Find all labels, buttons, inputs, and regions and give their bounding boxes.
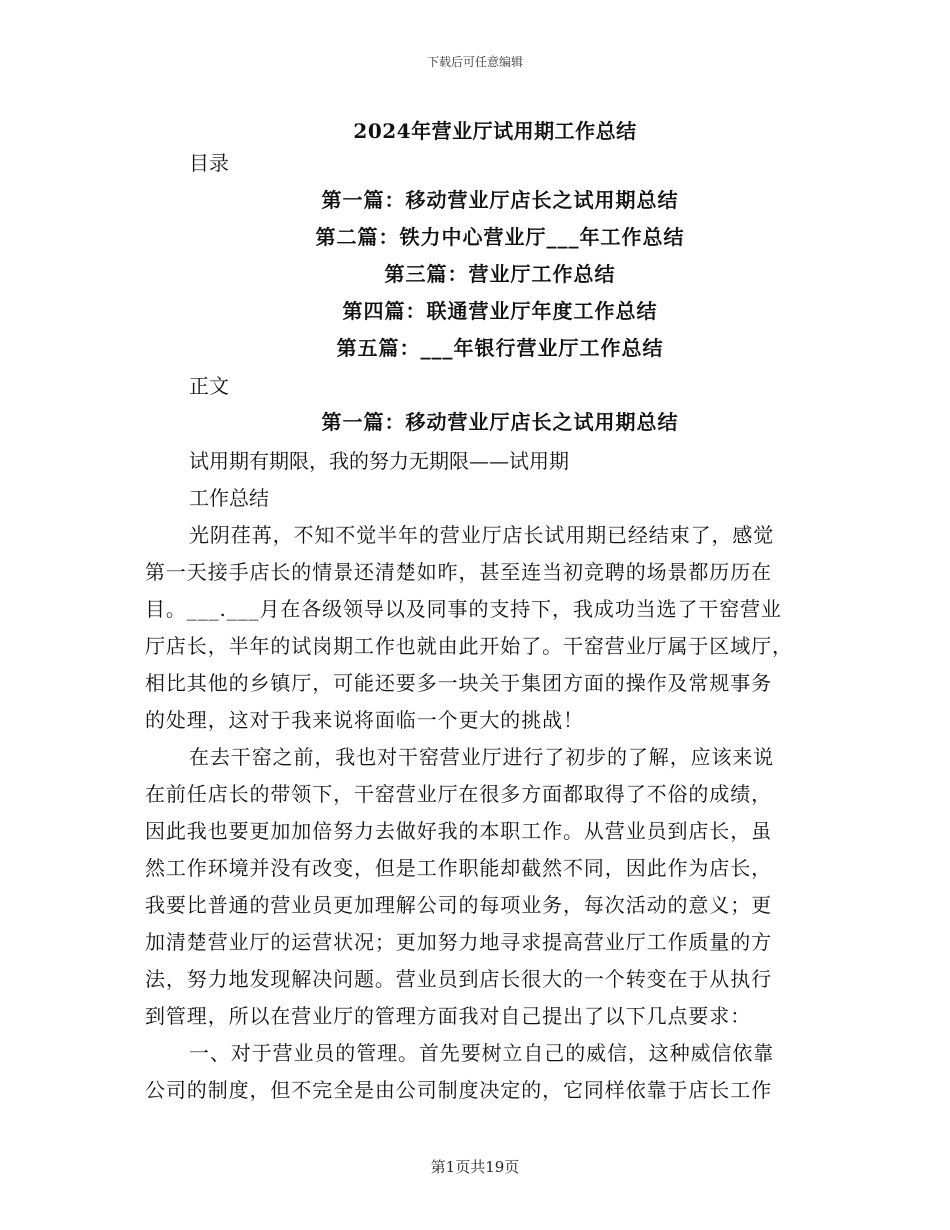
paragraph-line: 第一天接手店长的情景还清楚如昨，甚至连当初竞聘的场景都历历在 <box>145 560 772 584</box>
body-label: 正文 <box>189 374 229 398</box>
intro-line-2: 工作总结 <box>189 486 269 510</box>
section-title: 第一篇：移动营业厅店长之试用期总结 <box>321 410 679 434</box>
paragraph-line: 然工作环境并没有改变，但是工作职能却截然不同，因此作为店长， <box>145 856 772 880</box>
document-title: 2024年营业厅试用期工作总结 <box>353 119 637 143</box>
paragraph-line: 我要比普通的营业员更加理解公司的每项业务，每次活动的意义；更 <box>145 893 772 917</box>
toc-label: 目录 <box>189 151 229 175</box>
paragraph-line: 公司的制度，但不完全是由公司制度决定的，它同样依靠于店长工作 <box>145 1078 772 1102</box>
toc-item-2: 第二篇：铁力中心营业厅___年工作总结 <box>315 225 685 249</box>
paragraph-line: 一、对于营业员的管理。首先要树立自己的威信，这种威信依靠 <box>189 1041 775 1065</box>
paragraph-line: 相比其他的乡镇厅，可能还要多一块关于集团方面的操作及常规事务 <box>145 671 772 695</box>
paragraph-line: 的处理，这对于我来说将面临一个更大的挑战！ <box>145 708 584 732</box>
toc-item-5: 第五篇：___年银行营业厅工作总结 <box>336 336 664 360</box>
page-header: 下载后可任意编辑 <box>426 55 523 69</box>
intro-line-1: 试用期有期限，我的努力无期限——试用期 <box>189 449 569 473</box>
paragraph-line: 在前任店长的带领下，干窑营业厅在很多方面都取得了不俗的成绩， <box>145 782 772 806</box>
paragraph-line: 目。___.___月在各级领导以及同事的支持下，我成功当选了干窑营业 <box>145 597 782 621</box>
paragraph-line: 法，努力地发现解决问题。营业员到店长很大的一个转变在于从执行 <box>145 967 772 991</box>
paragraph-line: 到管理，所以在营业厅的管理方面我对自己提出了以下几点要求： <box>145 1004 752 1028</box>
paragraph-line: 厅店长，半年的试岗期工作也就由此开始了。干窑营业厅属于区域厅， <box>145 634 793 658</box>
paragraph-line: 因此我也要更加加倍努力去做好我的本职工作。从营业员到店长，虽 <box>145 819 772 843</box>
paragraph-line: 在去干窑之前，我也对干窑营业厅进行了初步的了解，应该来说 <box>189 745 775 769</box>
toc-item-4: 第四篇：联通营业厅年度工作总结 <box>342 299 658 323</box>
page-footer: 第1页共19页 <box>430 1158 520 1176</box>
toc-item-3: 第三篇：营业厅工作总结 <box>384 262 616 286</box>
paragraph-line: 加清楚营业厅的运营状况；更加努力地寻求提高营业厅工作质量的方 <box>145 930 772 954</box>
toc-item-1: 第一篇：移动营业厅店长之试用期总结 <box>321 188 679 212</box>
paragraph-line: 光阴荏苒，不知不觉半年的营业厅店长试用期已经结束了，感觉 <box>189 523 775 547</box>
